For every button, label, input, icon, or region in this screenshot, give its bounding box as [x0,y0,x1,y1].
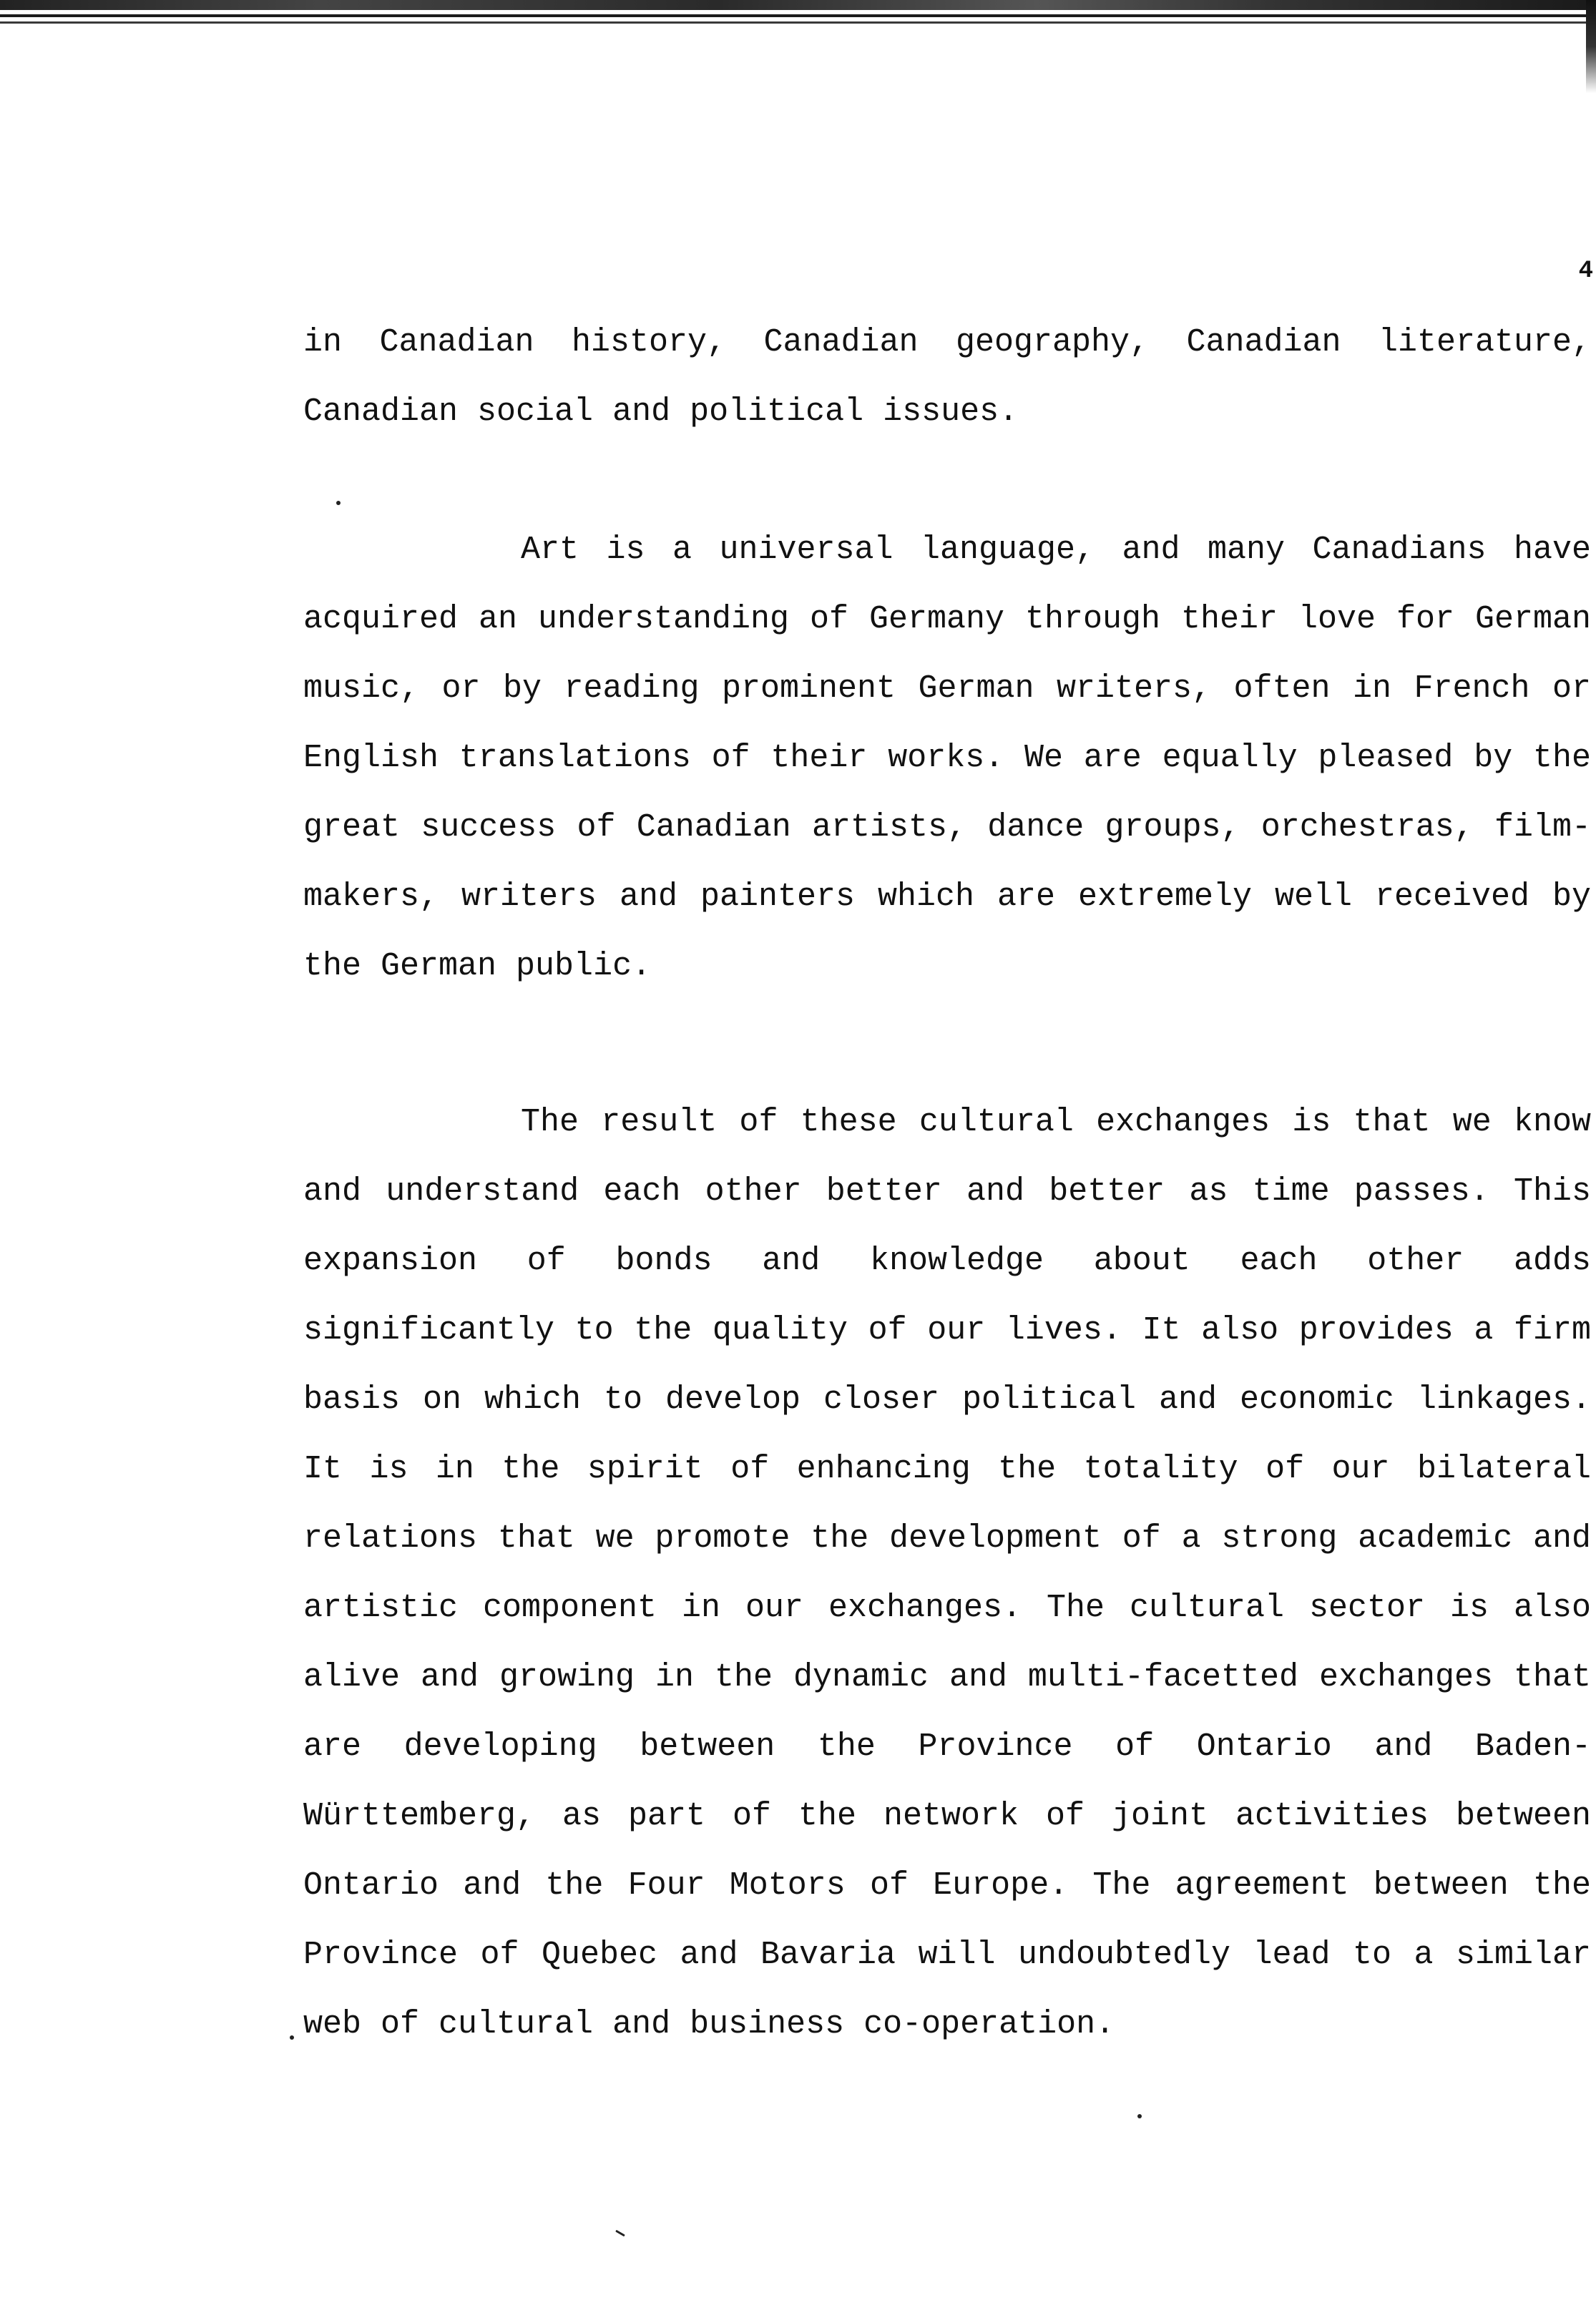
paragraph-cultural-exchanges: The result of these cultural exchanges is that we know and understand each other better and better as time passes. This expansion of bonds and knowledge about each other adds significantly to the quality of our lives. It also provides a firm basis on which to develop closer political and economic linkages. It is in the spirit of enhancing the totality of our bilateral relations that we promote the development of a strong academic and artistic component in our exchanges. The cultural sector is also alive and growing in the dynamic and multi-facetted exchanges that are developing between the Province of Ontario and Baden-Württemberg, as part of the network of joint activities between Ontario and the Four Motors of Europe. The agreement between the Province of Quebec and Bavaria will undoubtedly lead to a similar web of cultural and business co-operation. [303,1104,1591,2043]
scan-line [0,21,1596,24]
scan-speck [336,501,341,505]
scan-edge-top [0,0,1596,29]
paragraph-continuation: in Canadian history, Canadian geography, Canadian literature, Canadian social and political issues. [303,324,1591,430]
page-number: 4 [1578,258,1593,285]
scan-edge-right [1586,0,1596,93]
scan-line [0,14,1596,17]
scan-band [0,0,1596,10]
scan-speck [615,2230,625,2237]
scan-speck [290,2035,294,2040]
paragraph-art: Art is a universal language, and many Canadians have acquired an understanding of Germany through their love for German music, or by reading prominent German writers, often in French or English translations of their works. We are equally pleased by the great success of Canadian artists, dance groups, orchestras, film-makers, writers and painters which are extremely well received by the German public. [303,532,1591,984]
scan-speck [1137,2114,1142,2118]
